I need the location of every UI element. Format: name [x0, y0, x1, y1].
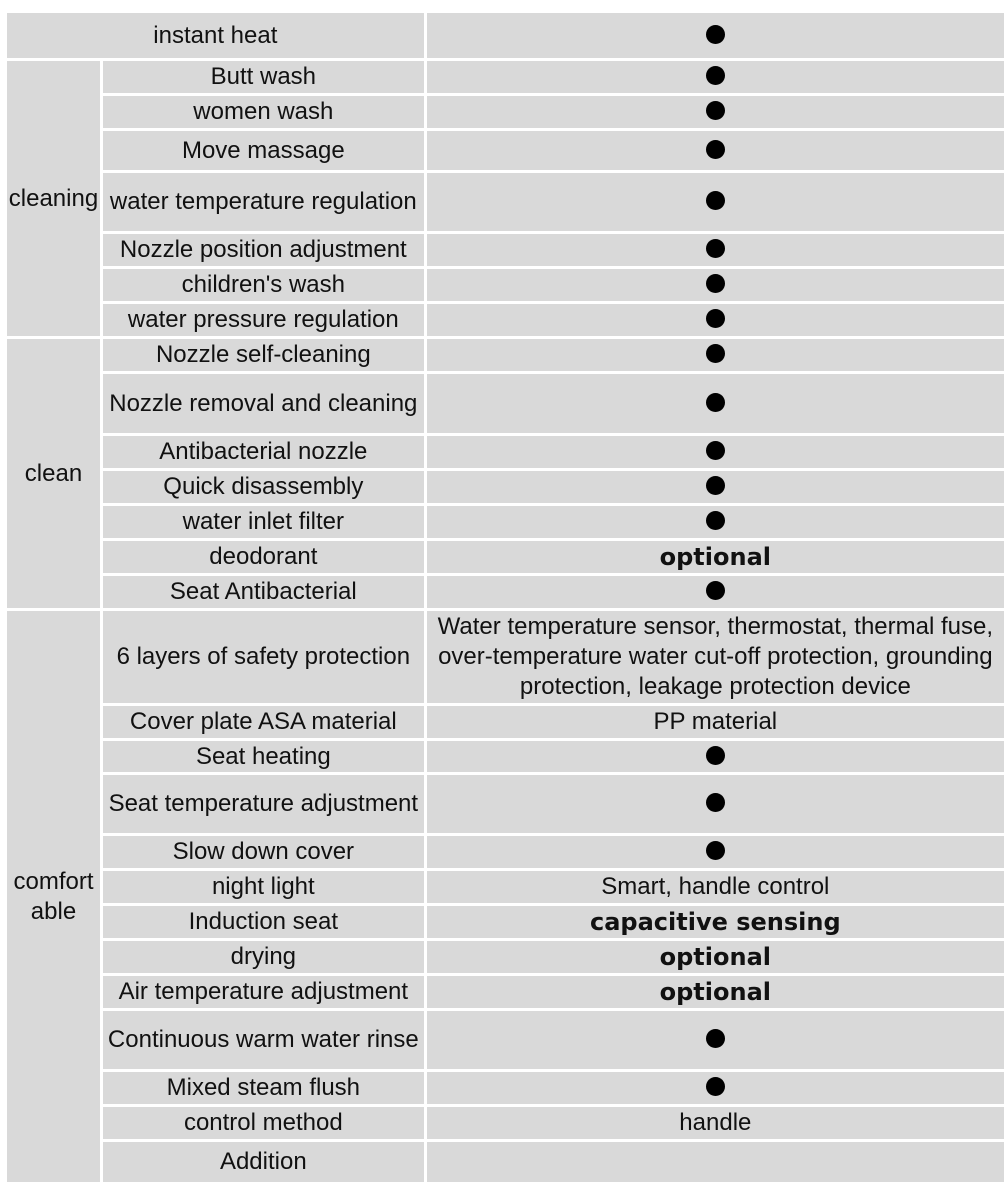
table-row [7, 1107, 1007, 1139]
value-induction-seat: capacitive sensing [427, 906, 1004, 938]
table-row [7, 1142, 1007, 1182]
table-row [7, 1011, 1007, 1069]
value-drying: optional [427, 941, 1004, 973]
filled-circle-icon [706, 239, 725, 258]
category-cleaning: cleaning [7, 61, 100, 336]
filled-circle-icon [706, 101, 725, 120]
filled-circle-icon [706, 746, 725, 765]
feature-antibacterial-nozzle: Antibacterial nozzle [103, 436, 424, 468]
filled-circle-icon [706, 393, 725, 412]
table-row [7, 906, 1007, 938]
feature-quick-disassembly: Quick disassembly [103, 471, 424, 503]
value-seat-heating [427, 741, 1004, 772]
table-row [7, 96, 1007, 128]
value-childrens-wash [427, 269, 1004, 301]
feature-slow-down-cover: Slow down cover [103, 836, 424, 868]
value-butt-wash [427, 61, 1004, 93]
table-row [7, 234, 1007, 266]
feature-butt-wash: Butt wash [103, 61, 424, 93]
feature-drying: drying [103, 941, 424, 973]
value-nozzle-position [427, 234, 1004, 266]
value-antibacterial-nozzle [427, 436, 1004, 468]
value-night-light: Smart, handle control [427, 871, 1004, 903]
feature-induction-seat: Induction seat [103, 906, 424, 938]
table-row [7, 836, 1007, 868]
table-row [7, 871, 1007, 903]
feature-control-method: control method [103, 1107, 424, 1139]
value-nozzle-self-cleaning [427, 339, 1004, 371]
feature-water-temp-regulation: water temperature regulation [103, 173, 424, 231]
table-row [7, 706, 1007, 738]
value-water-inlet-filter [427, 506, 1004, 538]
filled-circle-icon [706, 841, 725, 860]
value-cover-plate: PP material [427, 706, 1004, 738]
table-row [7, 576, 1007, 608]
filled-circle-icon [706, 309, 725, 328]
value-slow-down-cover [427, 836, 1004, 868]
feature-addition-empty [427, 1142, 1004, 1182]
category-comfortable: comfort able [7, 611, 100, 1182]
feature-cover-plate: Cover plate ASA material [103, 706, 424, 738]
filled-circle-icon [706, 581, 725, 600]
value-continuous-warm-rinse [427, 1011, 1004, 1069]
filled-circle-icon [706, 476, 725, 495]
value-women-wash [427, 96, 1004, 128]
feature-childrens-wash: children's wash [103, 269, 424, 301]
table-row [7, 339, 1007, 371]
feature-seat-temp-adjustment: Seat temperature adjustment [103, 775, 424, 833]
feature-women-wash: women wash [103, 96, 424, 128]
feature-safety-protection: 6 layers of safety protection [103, 611, 424, 703]
table-row [7, 304, 1007, 336]
filled-circle-icon [706, 344, 725, 363]
value-air-temp-adjustment: optional [427, 976, 1004, 1008]
feature-move-massage: Move massage [103, 131, 424, 170]
feature-water-inlet-filter: water inlet filter [103, 506, 424, 538]
table-row [7, 374, 1007, 433]
table-row [7, 611, 1007, 703]
feature-instant-heat: instant heat [7, 13, 424, 58]
filled-circle-icon [706, 1077, 725, 1096]
feature-seat-heating: Seat heating [103, 741, 424, 772]
feature-nozzle-self-cleaning: Nozzle self-cleaning [103, 339, 424, 371]
value-quick-disassembly [427, 471, 1004, 503]
table-row [7, 13, 1007, 58]
table-row [7, 436, 1007, 468]
feature-air-temp-adjustment: Air temperature adjustment [103, 976, 424, 1008]
filled-circle-icon [706, 66, 725, 85]
value-control-method: handle [427, 1107, 1004, 1139]
value-seat-antibacterial [427, 576, 1004, 608]
feature-night-light: night light [103, 871, 424, 903]
table-row [7, 506, 1007, 538]
value-water-temp-regulation [427, 173, 1004, 231]
feature-continuous-warm-rinse: Continuous warm water rinse [103, 1011, 424, 1069]
feature-seat-antibacterial: Seat Antibacterial [103, 576, 424, 608]
value-mixed-steam-flush [427, 1072, 1004, 1104]
table-row [7, 61, 1007, 93]
table-row [7, 775, 1007, 833]
filled-circle-icon [706, 274, 725, 293]
feature-deodorant: deodorant [103, 541, 424, 573]
category-addition: Addition [103, 1142, 424, 1182]
table-row [7, 741, 1007, 772]
value-seat-temp-adjustment [427, 775, 1004, 833]
table-row [7, 976, 1007, 1008]
value-nozzle-removal [427, 374, 1004, 433]
value-deodorant: optional [427, 541, 1004, 573]
filled-circle-icon [706, 191, 725, 210]
feature-mixed-steam-flush: Mixed steam flush [103, 1072, 424, 1104]
table-row [7, 941, 1007, 973]
table-row [7, 1072, 1007, 1104]
category-clean: clean [7, 339, 100, 608]
feature-spec-table [4, 10, 1007, 1185]
filled-circle-icon [706, 441, 725, 460]
filled-circle-icon [706, 511, 725, 530]
value-water-pressure [427, 304, 1004, 336]
value-instant-heat [427, 13, 1004, 58]
value-safety-protection: Water temperature sensor, thermostat, thermal fuse, over-temperature water cut-off protection, grounding protection, leakage protection device [427, 611, 1004, 703]
table-row [7, 541, 1007, 573]
feature-water-pressure: water pressure regulation [103, 304, 424, 336]
filled-circle-icon [706, 793, 725, 812]
table-row [7, 173, 1007, 231]
filled-circle-icon [706, 140, 725, 159]
table-row [7, 131, 1007, 170]
table-row [7, 471, 1007, 503]
table-row [7, 269, 1007, 301]
filled-circle-icon [706, 25, 725, 44]
feature-nozzle-removal: Nozzle removal and cleaning [103, 374, 424, 433]
filled-circle-icon [706, 1029, 725, 1048]
feature-nozzle-position: Nozzle position adjustment [103, 234, 424, 266]
value-move-massage [427, 131, 1004, 170]
